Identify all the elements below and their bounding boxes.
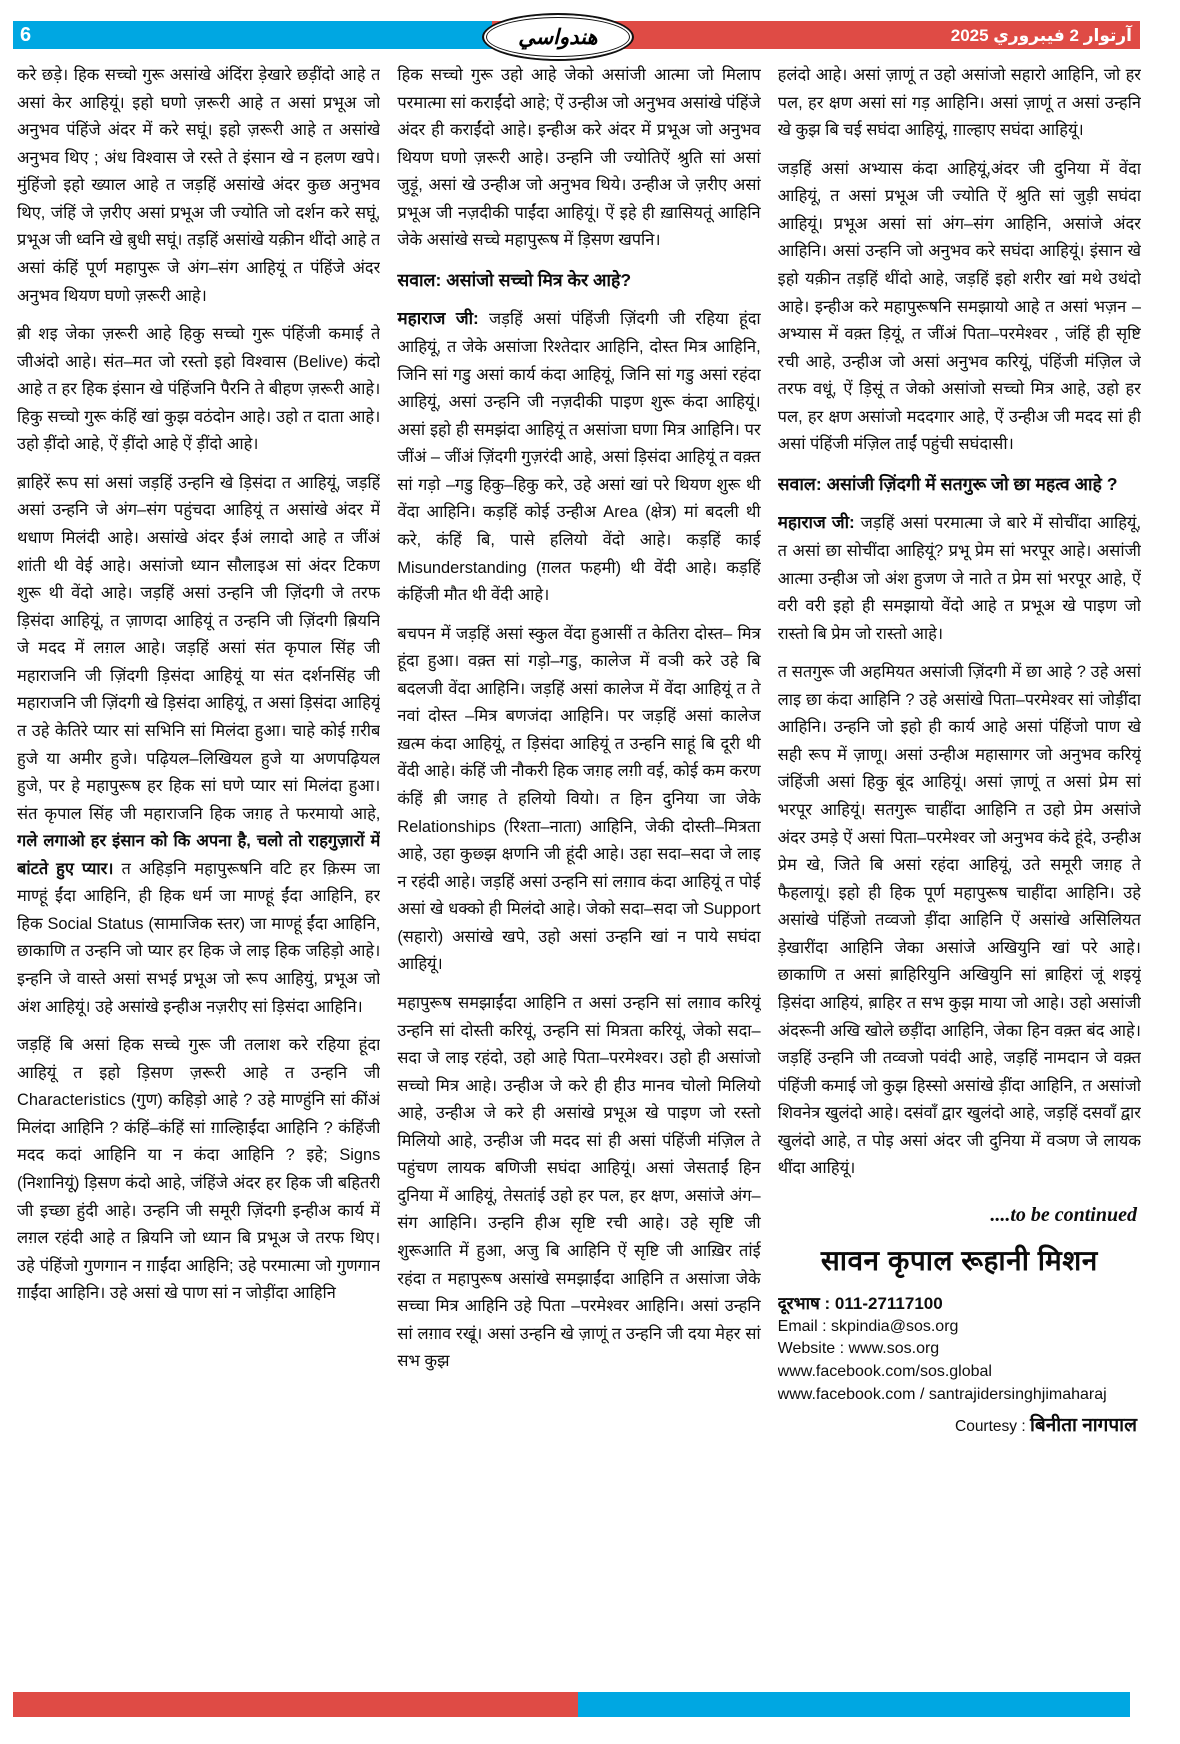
- article-paragraph: ब़ाहिरें रूप सां असां जड़हिं उन्हनि खे ड़िसंदा त आहियूं, जड़हिं असां उन्हनि जे अंग–संग पहुंचदा आहियूं त असांखे अंदर में थधाण मिलंदी आहे। असांखे अंदर ईंअं लग़दो आहे त जींअं शांती थी वेई आहे। असांजो ध्यान सौलाइअ सां अंदर टिकण शुरू थी वेंदो आहे। जड़हिं असां उन्हनि जी ज़िंदगी जे तरफ ड़िसंदा आहियूं, त ज़ाणदा आहियूं त उन्हनि जी ज़िंदगी ब़ियनि जे मदद में लग़ल आहे। जड़हिं असां संत कृपाल सिंह जी महाराजनि जी ज़िंदगी ड़िसंदा आहियूं या संत दर्शनसिंह जी महाराजनि जी ज़िंदगी खे ड़िसंदा आहियूं, त असां ड़िसंदा आहियूं त उहे केतिरे प्यार सां सभिनि सां मिलंदा हुआ। चाहे कोई ग़रीब हुजे या अमीर हुजे। पढ़ियल–लिखियल हुजे या अणपढ़ियल हुजे, पर हे महापुरूष हर हिक सां घणे प्यार सां मिलंदा हुआ। संत कृपाल सिंह जी महाराजनि हिक जग़ह ते फरमायो आहे, गले लगाओ हर इंसान को कि अपना है, चलो तो राहगुज़ारों में बांटते हुए प्यार। त अहिड़नि महापुरूषनि वटि हर क़िस्म जा माण्हूं ईंदा आहिनि, ही हिक धर्म जा माण्हूं ईंदा आहिनि, हर हिक Social Status (सामाजिक स्तर) जा माण्हूं ईंदा आहिनि, छाकाणि त उन्हनि जो प्यार हर हिक जे लाइ हिक जहिड़ो आहे। इन्हनि जे वास्ते असां सभई प्रभूअ जो रूप आहियुं, प्रभूअ जो अंश आहियूं। उहे असांखे इन्हीअ नज़रीए सां ड़िसंदा आहिनि।: [17, 473, 381, 1016]
- footer-blue-bar: [578, 1692, 1130, 1717]
- contact-email: Email : skpindia@sos.org: [777, 1317, 959, 1335]
- contact-facebook-1: www.facebook.com/sos.global: [777, 1363, 992, 1381]
- article-column-3-paragraphs: [778, 62, 1141, 1183]
- question-heading: सवाल: असांजो सच्चो मित्र केर आहे?: [397, 269, 632, 290]
- footer-red-bar: [13, 1692, 578, 1717]
- courtesy-name: बिनीता नागपाल: [1029, 1414, 1137, 1436]
- article-paragraph: महाराज जी: जड़हिं असां पंहिंजी ज़िंदगी जी रहिया हूंदा आहियूं, त जेके असांजा रिश्तेदार आहिनि, दोस्त मित्र आहिनि, जिनि सां गडु असां कार्य कंदा आहियूं, जिनि सां गडु असां रहंदा आहियूं, असां उन्हनि जी नज़दीकी पाइण शुरू कंदा आहियूं। असां इहो ही समझंदा आहियूं त असांजा घणा मित्र आहिनि। पर जींअं – जींअं ज़िंदगी गुज़रंदी आहे, असां ड़िसंदा आहियूं त वक़्त सां गड़ो –गडु हिकु–हिकु करे, उहे असां खां परे थियण शुरू थी वेंदा आहिनि। कड़हिं कोई उन्हीअ Area (क्षेत्र) मां बदली थी करे, कंहिं बि, पासे हलियो वेंदो आहे। कड़हिं काई Misunderstanding (ग़लत फहमी) थी वेंदी आहे। कड़हिं कंहिंजी मौत थी वेंदी आहे।: [397, 308, 761, 605]
- contact-facebook-2: www.facebook.com / santrajidersinghjimaharaj: [777, 1385, 1107, 1403]
- footer-bars: [13, 1692, 1130, 1717]
- masthead-left-bar: [13, 21, 492, 49]
- question-heading: सवाल: असांजी ज़िंदगी में सतगुरू जो छा महत्व आहे ?: [777, 473, 1118, 494]
- article-paragraph: जड़हिं बि असां हिक सच्चे गुरू जी तलाश करे रहिया हूंदा आहियूं त इहो ड़िसण ज़रूरी आहे त उन्हनि जी Characteristics (गुण) कहिड़ो आहे ? उहे माण्हुंनि सां कींअं मिलंदा आहिनि ? कंहिं–कंहिं सां ग़ाल्हिाईंदा आहिनि ? कंहिंजी मदद कदां आहिनि या न कंदा आहिनि ? इहे; Signs (निशानियूं) ड़िसण कंदो आहे, जंहिंजे अंदर हर हिक जी बहितरी जी इच्छा हुंदी आहे। उन्हनि जी समूरी ज़िंदगी इन्हीअ कार्य में लग़ल रहंदी आहे त ब़ियनि जो ध्यान बि प्रभूअ जे तरफ थिए। उहे पंहिंजो गुणगान न ग़ाईंदा आहिनि; उहे परमात्मा जो गुणगान ग़ाईंदा आहिनि। उहे असां खे पाण सां न जोड़ींदा आहिनि: [17, 1036, 381, 1303]
- masthead-logo-text: هندواسي: [518, 25, 598, 49]
- courtesy-line: [778, 1410, 1141, 1442]
- article-column-3: [778, 62, 1141, 1684]
- article-paragraph: बचपन में जड़हिं असां स्कुल वेंदा हुआसीं त केतिरा दोस्त– मित्र हूंदा हुआ। वक़्त सां गड़ो–गडु, कालेज में वञी करे उहे बि बदलजी वेंदा आहिनि। जड़हिं असां कालेज में वेंदा आहियूं त ते नवां दोस्त –मित्र बणजंदा आहिनि। पर जड़हिं असां कालेज ख़त्म कंदा आहियूं, त ड़िसंदा आहियूं त उन्हनि साहूं बि दूरी थी वेंदी आहे। कंहिं जी नौकरी हिक जग़ह लग़ी वई, कोई कम करण कंहिं ब़ी जग़ह ते हलियो वियो। त हिन दुनिया जा जेके Relationships (रिश्ता–नाता) आहिनि, जेकी दोस्ती–मित्रता आहे, उहा कुछ्झ क्षणनि जी हूंदी आहे। उहा सदा–सदा जे लाइ न रहंदी आहे। जड़हिं असां उन्हनि सां लग़ाव कंदा आहियूं त पोई असां खे धक्को ही मिलंदो आहे। जेको सदा–सदा जो Support (सहारो) असांखे खपे, उहो असां उन्हनि खां न पाये सघंदा आहियूं।: [397, 624, 761, 974]
- article-paragraph: हलंदो आहे। असां ज़ाणूं त उहो असांजो सहारो आहिनि, जो हर पल, हर क्षण असां सां गड़ आहिनि। असां ज़ाणूं त असां उन्हनि खे कुझ बि चई सघंदा आहियूं, ग़ाल्हाए सघंदा आहियूं।: [777, 66, 1141, 140]
- article-column-1: [17, 62, 380, 1684]
- article-paragraph: महापुरूष समझाईंदा आहिनि त असां उन्हनि सां लग़ाव करियूं उन्हनि सां दोस्ती करियूं, उन्हनि सां मित्रता करियूं, जेको सदा–सदा जे लाइ रहंदो, उहो आहे पिता–परमेश्वर। उहो ही असांजो सच्चो मित्र आहे। उन्हीअ जे करे ही हीउ मानव चोलो मिलियो आहे, उन्हीअ जे करे ही असांखे प्रभूअ खे पाइण जो रस्तो मिलियो आहे, उन्हीअ जी मदद सां ही असां पंहिंजी मंज़िल ते पहुंचण लायक बणिजी सघंदा आहियूं। असां जेसताईं हिन दुनिया में आहियूं, तेसतांई उहो हर पल, हर क्षण, असांजे अंग–संग आहिनि। उन्हनि हीअ सृष्टि रची आहे। उहे सृष्टि जी शुरूआति में हुआ, अजु बि आहिनि ऐं सृष्टि जी आख़िर तांई रहंदा त महापुरूष असांखे समझाईंदा आहिनि त असांजा जेके सच्चा मित्र आहिनि उहे पिता –परमेश्वर आहिनि। असां उन्हनि सां लग़ाव रखूं। असां उन्हनि खे ज़ाणूं त उन्हनि जी दया मेहर सां सभ कुझ: [397, 993, 761, 1371]
- contact-website: Website : www.sos.org: [777, 1340, 940, 1358]
- article-paragraph: महाराज जी: जड़हिं असां परमात्मा जे बारे में सोचींदा आहियूं, त असां छा सोचींदा आहियूं? प्रभू प्रेम सां भरपूर आहे। असांजी आत्मा उन्हीअ जो अंश हुजण जे नाते त प्रेम सां भरपूर आहे, ऐं वरी वरी इहो ही समझायो वेंदो आहे त प्रभूअ खे पाइण जो रास्तो बि प्रेम जो रास्तो आहे।: [777, 512, 1141, 643]
- article-paragraph: हिक सच्चो गुरू उहो आहे जेको असांजी आत्मा जो मिलाप परमात्मा सां कराईंदो आहे; ऐं उन्हीअ जो अनुभव असांखे पंहिंजे अंदर ही कराईंदो आहे। इन्हीअ करे अंदर में प्रभूअ जो अनुभव थियण घणो ज़रूरी आहे। उन्हनि जी ज्योतिऐं श्रुति सां असां जुड़ूं, असां खे उन्हीअ जो अनुभव थिये। उन्हीअ जे ज़रीए असां प्रभूअ जी नज़दीकी पाईंदा आहियूं। ऐं इहे ही ख़ासियतूं आहिनि जेके असांखे सच्चे महापुरूष में ड़िसण खपनि।: [397, 66, 761, 250]
- page-number: 6: [20, 24, 32, 46]
- article-columns: [17, 62, 1141, 1684]
- masthead-logo: [482, 13, 634, 61]
- article-paragraph: ब़ी शइ जेका ज़रूरी आहे हिकु सच्चो गुरू पंहिंजी कमाई ते जीअंदो आहे। संत–मत जो रस्तो इहो विश्वास (Belive) कंदो आहे त हर हिक इंसान खे पंहिंजनि पैरनि ते बीहण ज़रूरी आहे। हिकु सच्चो गुरू कंहिं खां कुझ वठंदोन आहे। उहो त दाता आहे। उहो ड़ींदो आहे, ऐं ड़ींदो आहे ऐं ड़ींदो आहे।: [17, 325, 381, 454]
- courtesy-label: Courtesy :: [955, 1417, 1026, 1435]
- article-paragraph: जड़हिं असां अभ्यास कंदा आहियूं,अंदर जी दुनिया में वेंदा आहियूं, त असां प्रभूअ जी ज्योति ऐं श्रुति सां जुड़ी सघंदा आहियूं। प्रभूअ असां सां अंग–संग आहिनि, असांजे अंदर आहिनि। असां उन्हनि जो अनुभव करे सघंदा आहियूं। इंसान खे इहो यक़ीन तड़हिं थींदो आहे, जड़हिं इहो शरीर खां मथे उथंदो आहे। इन्हीअ करे महापुरूषनि समझायो आहे त असां भज़न –अभ्यास में वक़्त ड़ियूं, त जींअं पिता–परमेश्वर , जंहिं ही सृष्टि रची आहे, उन्हीअ जो असां अनुभव करियूं, पंहिंजी मंज़िल जे तरफ वधूं, ऐं ड़िसूं त जेको असांजो सच्चो मित्र आहे, उहो हर पल, हर क्षण असांजो मददगार आहे, ऐं उन्हीअ जी मदद सां ही असां पंहिंजी मंज़िल ताईं पहुंची सघंदासी।: [777, 159, 1141, 454]
- masthead: [13, 21, 1140, 49]
- mission-name: सावन कृपाल रूहानी मिशन: [820, 1244, 1098, 1276]
- article-paragraph: त सतगुरू जी अहमियत असांजी ज़िंदगी में छा आहे ? उहे असां लाइ छा कंदा आहिनि ? उहे असांखे पिता–परमेश्वर सां जोड़ींदा आहिनि। उन्हनि जो इहो ही कार्य आहे असां पंहिंजो पाण खे सही रूप में ज़ाणू। असां उन्हीअ महासागर जो अनुभव करियूं जंहिंजी असां हिकु बूंद आहियूं। असां ज़ाणूं त असां प्रेम सां भरपूर आहियूं। सतगुरू चाहींदा आहिनि त उहो प्रेम असांजे अंदर उमड़े ऐं असां पिता–परमेश्वर जो अनुभव कंदे हूंदे, उन्हीअ प्रेम खे, जिते बि असां रहंदा आहियूं, उते समूरी जग़ह ते फैहलायूं। इहो ही हिक पूर्ण महापुरूष चाहींदा आहिनि। उहे असांखे पंहिंजो तव्वजो ड़ींदा आहिनि ऐं असांखे असिलियत ड़ेखारींदा आहिनि जेका असांजे अखियुनि खां परे आहे। छाकाणि त असां ब़ाहिरियुनि अखियुनि सां ब़ाहिरां जूं शइयूं ड़िसंदा आहियं, ब़ाहिर त सभ कुझ माया जो आहे। उहो असांजी अंदरूनी अखि खोले छड़ींदा आहिनि, जेका हिन वक़्त बंद आहे। जड़हिं उन्हनि जी तव्वजो पवंदी आहे, जड़हिं नामदान जे वक़्त पंहिंजी कमाई जो कुझ हिस्सो असांखे ड़ींदा आहिनि, त असांजो शिवनेत्र खुलंदो आहे। दसंवाँ द्वार खुलंदो आहे, जड़हिं दसवाँ द्वार खुलंदो आहे, त पोइ असां अंदर जी दुनिया में वञण जे लायक थींदा आहियूं।: [777, 663, 1141, 1178]
- article-paragraph: करे छड़े। हिक सच्चो गुरू असांखे अंदिंरा ड़ेखारे छड़ींदो आहे त असां केर आहियूं। इहो घणो ज़रूरी आहे त असां प्रभूअ जो अनुभव पंहिंजे अंदर में करे सघूं। इहो ज़रूरी आहे त असांखे अनुभव थिए ; अंध विश्वास जे रस्ते ते इंसान खे न हलण खपे। मुंहिंजो इहो ख्याल आहे त जड़हिं असांखे अंदर कुछ अनुभव थिए, जंहिं जे ज़रीए असां प्रभूअ जी ज्योति जो दर्शन करे सघूं, प्रभूअ जी ध्वनि खे ब़ुधी सघूं। तड़हिं असांखे यक़ीन थींदो आहे त असां कंहिं पूर्ण महापुरू जे अंग–संग आहियूं त पंहिंजे अंदर अनुभव थियण घणो ज़रूरी आहे।: [17, 66, 381, 305]
- article-column-2: [397, 62, 760, 1684]
- masthead-date: آرتوار 2 فيبروري 2025: [950, 25, 1132, 45]
- contact-phone: दूरभाष : 011-27117100: [777, 1293, 943, 1313]
- to-be-continued-note: ....to be continued: [990, 1203, 1137, 1226]
